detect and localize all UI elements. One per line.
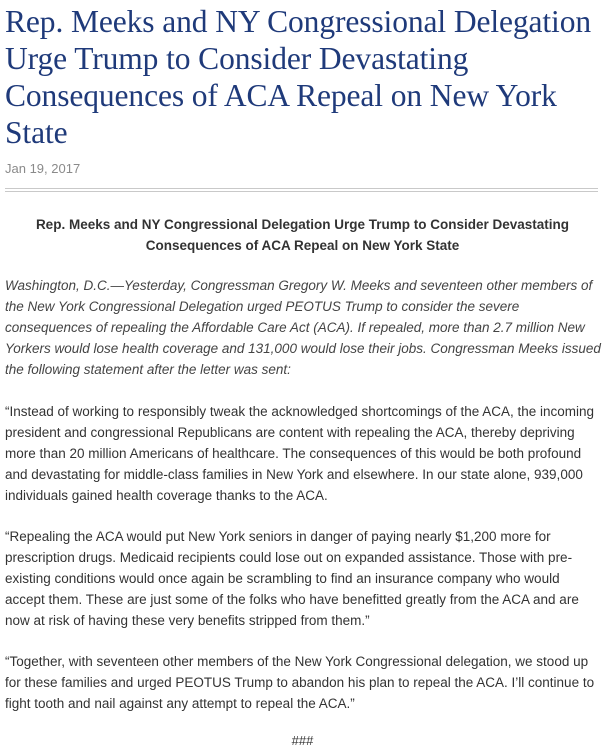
quote-paragraph-2: “Repealing the ACA would put New York seniors in danger of paying nearly $1,200 more for prescription drugs. Medicaid recipients could lose out on expanded assistance. Those with pre-existing conditions would once again be scrambling to find an insurance company who would accept them. These are just some of the folks who have benefitted greatly from the ACA and are now at risk of having these very benefits stripped from them.” bbox=[5, 529, 579, 628]
publish-date: Jan 19, 2017 bbox=[5, 161, 81, 176]
quote-paragraph-3: “Together, with seventeen other members of the New York Congressional delegation, we stood up for these families and urged PEOTUS Trump to abandon his plan to repeal the ACA. I’ll continue to fight tooth and nail against any attempt to repeal the ACA.” bbox=[5, 654, 595, 711]
end-mark: ### bbox=[291, 733, 314, 748]
intro-paragraph: Washington, D.C.—Yesterday, Congressman Gregory W. Meeks and seventeen other members of the New York Congressional Delegation urged PEOTUS Trump to consider the severe consequences of repealing the Affordable Care Act (ACA). If repealed, more than 2.7 million New Yorkers would lose health coverage and 131,000 would lose their jobs. Congressman Meeks issued the following statement after the letter was sent: bbox=[5, 278, 601, 377]
page-title: Rep. Meeks and NY Congressional Delegation Urge Trump to Consider Devastating Consequences of ACA Repeal on New York State bbox=[5, 4, 592, 150]
quote-paragraph-1: “Instead of working to responsibly tweak the acknowledged shortcomings of the ACA, the incoming president and congressional Republicans are content with repealing the ACA, thereby depriving more than 20 million Americans of healthcare. The consequences of this would be both profound and devastating for middle-class families in New York and elsewhere. In our state alone, 939,000 individuals gained health coverage thanks to the ACA. bbox=[5, 404, 595, 503]
press-release bbox=[0, 3, 600, 748]
press-release-subhead: Rep. Meeks and NY Congressional Delegation Urge Trump to Consider Devastating Consequences of ACA Repeal on New York State bbox=[35, 217, 570, 253]
header-divider bbox=[5, 188, 598, 192]
